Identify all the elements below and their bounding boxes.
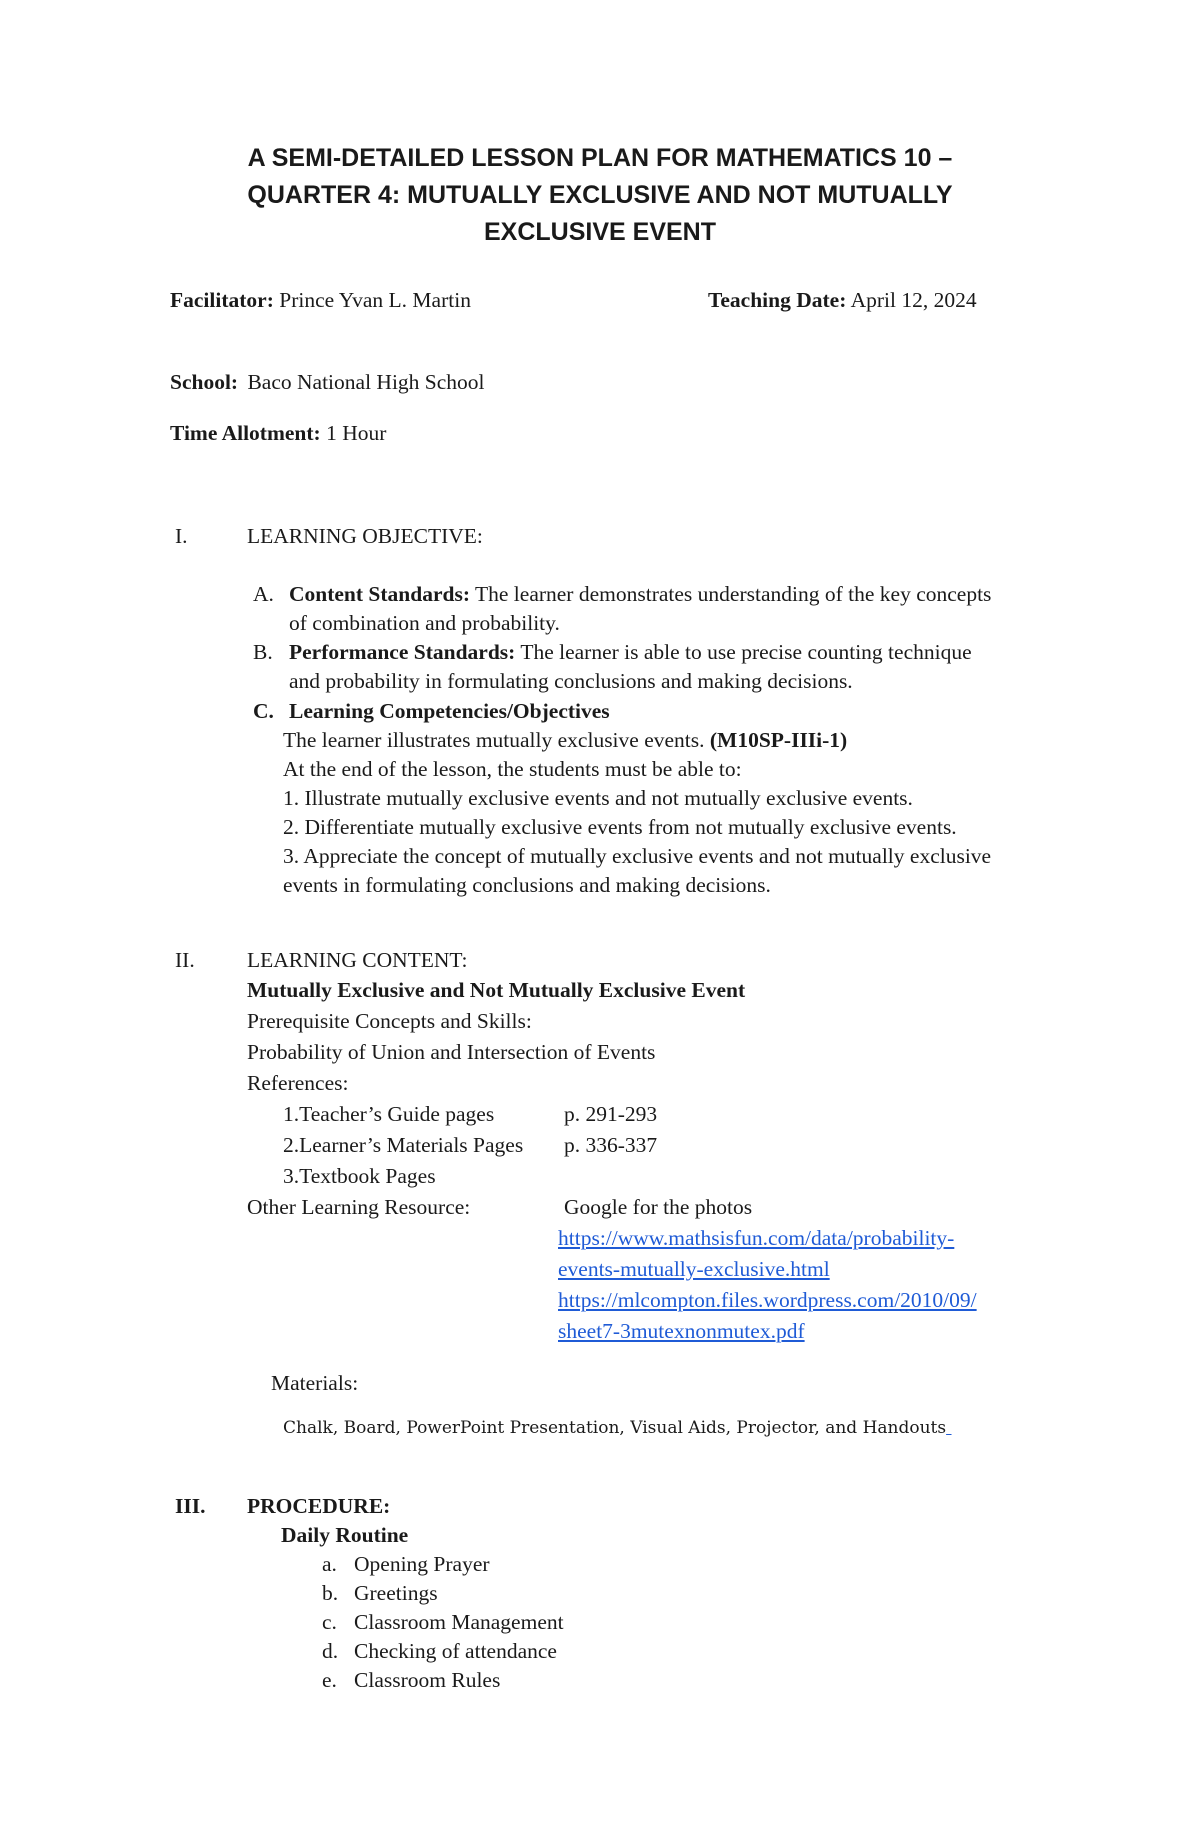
routine-opening-prayer: Opening Prayer xyxy=(354,1552,490,1576)
reference-2-pages: p. 336-337 xyxy=(564,1133,658,1157)
reference-1-pages: p. 291-293 xyxy=(564,1102,658,1126)
content-standards-label: Content Standards: xyxy=(289,582,470,606)
performance-standards xyxy=(289,640,972,665)
school-row xyxy=(170,370,485,395)
time-allotment-row xyxy=(170,421,386,446)
time-allotment-label: Time Allotment: xyxy=(170,421,321,445)
reference-2-label: 2.Learner’s Materials Pages xyxy=(283,1133,524,1157)
objective-item-3: 3. Appreciate the concept of mutually exclusive events and not mutually exclusive xyxy=(283,844,992,868)
routine-d-letter: d. xyxy=(322,1639,339,1663)
routine-attendance: Checking of attendance xyxy=(354,1639,557,1663)
mlcompton-link-cont[interactable]: sheet7-3mutexnonmutex.pdf xyxy=(558,1319,805,1343)
prerequisite-label: Prerequisite Concepts and Skills: xyxy=(247,1009,532,1033)
facilitator-row xyxy=(170,288,471,313)
references-label: References: xyxy=(247,1071,349,1095)
routine-classroom-rules: Classroom Rules xyxy=(354,1668,501,1692)
section-3-numeral: III. xyxy=(175,1494,206,1518)
other-resource-label: Other Learning Resource: xyxy=(247,1195,471,1219)
competency-text: The learner illustrates mutually exclusive events. xyxy=(283,728,705,752)
mathsisfun-link-cont[interactable]: events-mutually-exclusive.html xyxy=(558,1257,830,1281)
section-2-heading: LEARNING CONTENT: xyxy=(247,948,468,972)
lesson-end-intro: At the end of the lesson, the students must be able to: xyxy=(283,757,742,781)
content-standards xyxy=(289,582,991,607)
competency-code: (M10SP-IIIi-1) xyxy=(709,728,848,752)
objective-b-letter: B. xyxy=(253,640,273,664)
mlcompton-link[interactable]: https://mlcompton.files.wordpress.com/2010/09/ xyxy=(558,1288,977,1312)
title-line-2: QUARTER 4: MUTUALLY EXCLUSIVE AND NOT MUTUALLY xyxy=(247,181,953,209)
objective-c-letter: C. xyxy=(253,699,274,723)
reference-1-label: 1.Teacher’s Guide pages xyxy=(283,1102,495,1126)
routine-classroom-management: Classroom Management xyxy=(354,1610,564,1634)
competency-statement xyxy=(283,728,847,753)
performance-standards-text-2: and probability in formulating conclusions and making decisions. xyxy=(289,669,853,693)
routine-c-letter: c. xyxy=(322,1610,337,1634)
other-resource-value: Google for the photos xyxy=(564,1195,753,1219)
title-line-1: A SEMI-DETAILED LESSON PLAN FOR MATHEMATICS 10 – xyxy=(247,144,953,172)
teaching-date-value: April 12, 2024 xyxy=(850,288,977,312)
mathsisfun-link[interactable]: https://www.mathsisfun.com/data/probability- xyxy=(558,1226,955,1250)
facilitator-value: Prince Yvan L. Martin xyxy=(279,288,471,312)
reference-3-label: 3.Textbook Pages xyxy=(283,1164,436,1188)
school-value: Baco National High School xyxy=(247,370,485,394)
routine-a-letter: a. xyxy=(322,1552,337,1576)
lesson-topic: Mutually Exclusive and Not Mutually Exclusive Event xyxy=(247,978,746,1002)
routine-b-letter: b. xyxy=(322,1581,339,1605)
content-standards-text-2: of combination and probability. xyxy=(289,611,560,635)
objective-item-2: 2. Differentiate mutually exclusive events from not mutually exclusive events. xyxy=(283,815,957,839)
objective-item-1: 1. Illustrate mutually exclusive events and not mutually exclusive events. xyxy=(283,786,913,810)
section-1-numeral: I. xyxy=(175,524,188,548)
performance-standards-label: Performance Standards: xyxy=(289,640,516,664)
time-allotment-value: 1 Hour xyxy=(326,421,387,445)
competencies-heading: Learning Competencies/Objectives xyxy=(289,699,610,723)
school-label: School: xyxy=(170,370,239,394)
routine-greetings: Greetings xyxy=(354,1581,438,1605)
content-standards-text: The learner demonstrates understanding of the key concepts xyxy=(475,582,992,606)
section-2-numeral: II. xyxy=(175,948,195,972)
daily-routine-heading: Daily Routine xyxy=(281,1523,409,1547)
objective-a-letter: A. xyxy=(253,582,274,606)
teaching-date-row xyxy=(708,288,977,313)
materials-value: Chalk, Board, PowerPoint Presentation, Visual Aids, Projector, and Handouts xyxy=(283,1418,947,1438)
title-line-3: EXCLUSIVE EVENT xyxy=(484,218,716,246)
facilitator-label: Facilitator: xyxy=(170,288,274,312)
objective-item-3-cont: events in formulating conclusions and making decisions. xyxy=(283,873,771,897)
performance-standards-text: The learner is able to use precise counting technique xyxy=(520,640,972,664)
routine-e-letter: e. xyxy=(322,1668,337,1692)
section-3-heading: PROCEDURE: xyxy=(247,1494,391,1518)
prerequisite-value: Probability of Union and Intersection of Events xyxy=(247,1040,656,1064)
section-1-heading: LEARNING OBJECTIVE: xyxy=(247,524,483,548)
teaching-date-label: Teaching Date: xyxy=(708,288,847,312)
materials-label: Materials: xyxy=(271,1371,359,1395)
